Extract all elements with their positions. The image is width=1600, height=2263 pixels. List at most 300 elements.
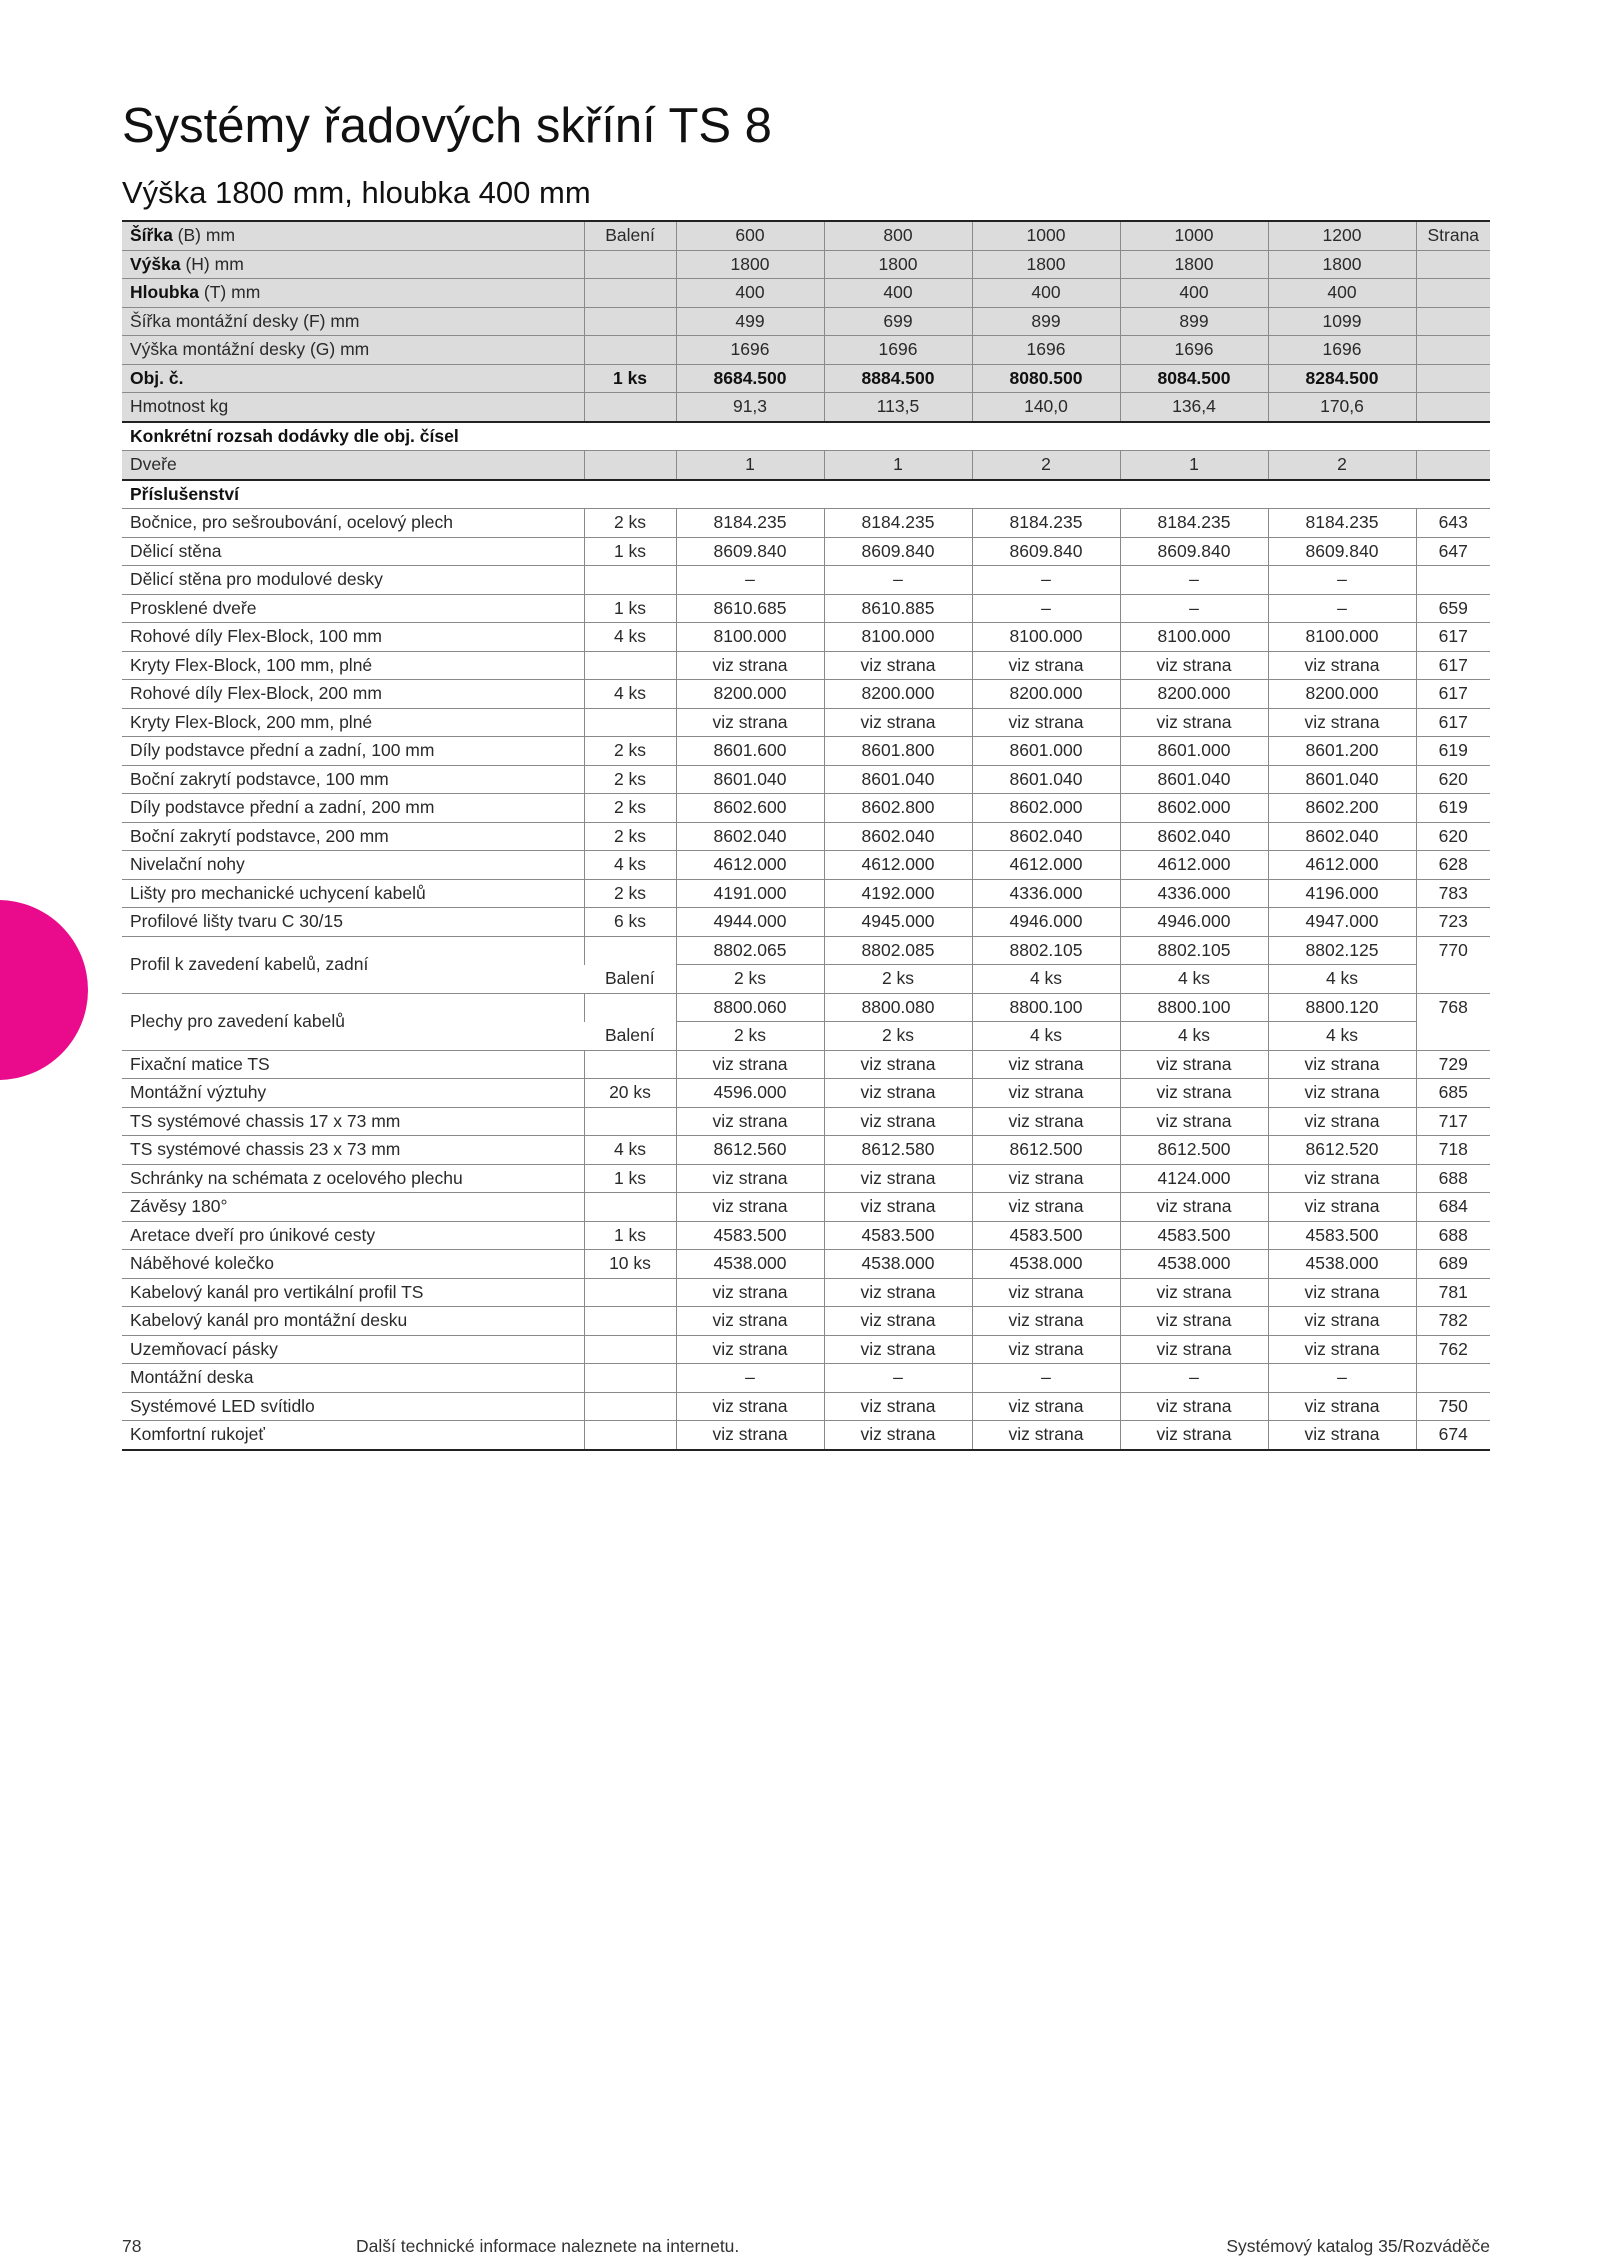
value-cell: 8184.235 [824, 509, 972, 538]
pack-cell [584, 279, 676, 308]
pack-cell: 20 ks [584, 1079, 676, 1108]
page-cell: 619 [1416, 794, 1490, 823]
value-cell: 8612.560 [676, 1136, 824, 1165]
value-cell: 4947.000 [1268, 908, 1416, 937]
page-cell: 688 [1416, 1164, 1490, 1193]
value-cell: 8601.800 [824, 737, 972, 766]
pack-cell: 4 ks [584, 1136, 676, 1165]
row-label: Montážní výztuhy [122, 1079, 584, 1108]
pack-cell [584, 651, 676, 680]
page-cell [1416, 566, 1490, 595]
pack-cell: 2 ks [584, 509, 676, 538]
accessory-row [122, 1364, 1490, 1393]
value-cell: 8609.840 [972, 537, 1120, 566]
value-cell: 4538.000 [824, 1250, 972, 1279]
value-cell: 8602.040 [972, 822, 1120, 851]
value-cell: – [972, 566, 1120, 595]
value-cell: viz strana [676, 1307, 824, 1336]
row-label: Kryty Flex-Block, 200 mm, plné [122, 708, 584, 737]
value-cell: viz strana [1120, 1193, 1268, 1222]
pink-section-marker [0, 900, 88, 1080]
value-cell: viz strana [1120, 1335, 1268, 1364]
row-label: Rohové díly Flex-Block, 100 mm [122, 623, 584, 652]
value-cell: 4336.000 [972, 879, 1120, 908]
page-cell [1416, 1022, 1490, 1051]
accessory-row [122, 1278, 1490, 1307]
value-cell: viz strana [1120, 1079, 1268, 1108]
page-cell: 619 [1416, 737, 1490, 766]
value-cell: 8200.000 [972, 680, 1120, 709]
value-cell: 8601.040 [972, 765, 1120, 794]
spec-label-bold: Výška [130, 253, 181, 274]
spec-row [122, 336, 1490, 365]
value-cell: viz strana [1268, 1050, 1416, 1079]
value-cell: – [1120, 1364, 1268, 1393]
page-cell: 647 [1416, 537, 1490, 566]
accessory-row [122, 651, 1490, 680]
value-cell: 2 ks [676, 1022, 824, 1051]
value-cell: 8100.000 [1120, 623, 1268, 652]
page-cell: 689 [1416, 1250, 1490, 1279]
spec-label-cell [122, 364, 584, 393]
page-cell [1416, 336, 1490, 365]
value-cell: 8609.840 [824, 537, 972, 566]
value-cell: viz strana [972, 1079, 1120, 1108]
value-cell: 800 [824, 221, 972, 250]
accessory-row [122, 1392, 1490, 1421]
row-label: Dělicí stěna [122, 537, 584, 566]
spec-label-cell [122, 221, 584, 250]
value-cell: 8200.000 [1120, 680, 1268, 709]
value-cell: viz strana [1120, 1107, 1268, 1136]
value-cell: 4192.000 [824, 879, 972, 908]
value-cell: 8884.500 [824, 364, 972, 393]
row-label: Plechy pro zavedení kabelů [122, 993, 584, 1050]
value-cell: 8800.060 [676, 993, 824, 1022]
value-cell: 4 ks [972, 1022, 1120, 1051]
value-cell: 1000 [1120, 221, 1268, 250]
page-cell: 782 [1416, 1307, 1490, 1336]
value-cell: viz strana [824, 1050, 972, 1079]
value-cell: 899 [972, 307, 1120, 336]
accessory-row [122, 1421, 1490, 1450]
value-cell: 8601.000 [972, 737, 1120, 766]
accessory-row [122, 1307, 1490, 1336]
value-cell: viz strana [1268, 1335, 1416, 1364]
accessory-row [122, 1221, 1490, 1250]
value-cell: viz strana [1120, 1421, 1268, 1450]
spec-label-cell [122, 279, 584, 308]
row-label: Díly podstavce přední a zadní, 100 mm [122, 737, 584, 766]
value-cell: – [1120, 566, 1268, 595]
pack-cell: 2 ks [584, 737, 676, 766]
accessory-row [122, 737, 1490, 766]
row-label: TS systémové chassis 17 x 73 mm [122, 1107, 584, 1136]
accessory-row [122, 1050, 1490, 1079]
pack-cell: 6 ks [584, 908, 676, 937]
value-cell: 8200.000 [676, 680, 824, 709]
value-cell: 8100.000 [676, 623, 824, 652]
page-cell [1416, 451, 1490, 480]
value-cell: 8184.235 [1120, 509, 1268, 538]
value-cell: 8184.235 [972, 509, 1120, 538]
pack-cell: Balení [584, 965, 676, 994]
value-cell: 1099 [1268, 307, 1416, 336]
value-cell: viz strana [824, 708, 972, 737]
value-cell: 499 [676, 307, 824, 336]
page-cell: 628 [1416, 851, 1490, 880]
page-cell [1416, 279, 1490, 308]
pack-cell: 4 ks [584, 623, 676, 652]
row-label: Rohové díly Flex-Block, 200 mm [122, 680, 584, 709]
value-cell: 8100.000 [1268, 623, 1416, 652]
value-cell: viz strana [824, 1335, 972, 1364]
value-cell: 4191.000 [676, 879, 824, 908]
value-cell: 8610.885 [824, 594, 972, 623]
accessory-row [122, 908, 1490, 937]
value-cell: 8802.125 [1268, 936, 1416, 965]
value-cell: 4336.000 [1120, 879, 1268, 908]
value-cell: 600 [676, 221, 824, 250]
value-cell: 400 [824, 279, 972, 308]
value-cell: 170,6 [1268, 393, 1416, 422]
row-label: Náběhové kolečko [122, 1250, 584, 1279]
value-cell: 8602.800 [824, 794, 972, 823]
page-cell: 643 [1416, 509, 1490, 538]
pack-cell [584, 250, 676, 279]
value-cell: 8200.000 [824, 680, 972, 709]
page-cell: 783 [1416, 879, 1490, 908]
value-cell: – [676, 1364, 824, 1393]
accessory-row [122, 566, 1490, 595]
page-cell [1416, 364, 1490, 393]
value-cell: 8601.040 [824, 765, 972, 794]
pack-cell [584, 451, 676, 480]
accessory-row [122, 851, 1490, 880]
pack-cell [584, 336, 676, 365]
row-label: Prosklené dveře [122, 594, 584, 623]
value-cell: viz strana [972, 1107, 1120, 1136]
pack-cell: 2 ks [584, 765, 676, 794]
accessory-row [122, 1335, 1490, 1364]
value-cell: viz strana [1268, 1193, 1416, 1222]
page-cell: 620 [1416, 765, 1490, 794]
value-cell: 8100.000 [972, 623, 1120, 652]
spec-row [122, 221, 1490, 250]
value-cell: viz strana [676, 708, 824, 737]
value-cell: 4946.000 [972, 908, 1120, 937]
row-label: Profilové lišty tvaru C 30/15 [122, 908, 584, 937]
value-cell: 4538.000 [1120, 1250, 1268, 1279]
row-label: Dělicí stěna pro modulové desky [122, 566, 584, 595]
pack-cell [584, 1107, 676, 1136]
page-cell [1416, 393, 1490, 422]
page-cell [1416, 307, 1490, 336]
value-cell: viz strana [1120, 1278, 1268, 1307]
value-cell: 400 [1120, 279, 1268, 308]
pack-cell [584, 1193, 676, 1222]
pack-cell [584, 936, 676, 965]
accessory-row [122, 936, 1490, 965]
value-cell: 8609.840 [676, 537, 824, 566]
row-label: Fixační matice TS [122, 1050, 584, 1079]
row-label: Závěsy 180° [122, 1193, 584, 1222]
value-cell: 8184.235 [676, 509, 824, 538]
value-cell: viz strana [1268, 1164, 1416, 1193]
accessory-row [122, 1193, 1490, 1222]
value-cell: 4945.000 [824, 908, 972, 937]
value-cell: 8612.580 [824, 1136, 972, 1165]
value-cell: viz strana [824, 1193, 972, 1222]
value-cell: 8084.500 [1120, 364, 1268, 393]
value-cell: 8080.500 [972, 364, 1120, 393]
value-cell: viz strana [824, 1421, 972, 1450]
pack-cell: 10 ks [584, 1250, 676, 1279]
pack-cell: 1 ks [584, 364, 676, 393]
value-cell: viz strana [1120, 708, 1268, 737]
spec-label-cell [122, 393, 584, 422]
value-cell: 1800 [824, 250, 972, 279]
value-cell: 4 ks [1268, 965, 1416, 994]
value-cell: 8200.000 [1268, 680, 1416, 709]
row-label: Komfortní rukojeť [122, 1421, 584, 1450]
spec-label-text: (H) mm [180, 253, 244, 274]
value-cell: 8802.105 [972, 936, 1120, 965]
value-cell: 4612.000 [676, 851, 824, 880]
value-cell: viz strana [972, 1278, 1120, 1307]
spec-label-cell [122, 250, 584, 279]
value-cell: viz strana [824, 1164, 972, 1193]
page-cell: 620 [1416, 822, 1490, 851]
value-cell: 2 ks [676, 965, 824, 994]
pack-cell [584, 993, 676, 1022]
page-cell: 617 [1416, 708, 1490, 737]
spec-label-cell [122, 307, 584, 336]
value-cell: 8612.500 [1120, 1136, 1268, 1165]
value-cell: 8802.065 [676, 936, 824, 965]
value-cell: 8612.520 [1268, 1136, 1416, 1165]
value-cell: viz strana [972, 651, 1120, 680]
value-cell: 4583.500 [824, 1221, 972, 1250]
page-cell: 659 [1416, 594, 1490, 623]
pack-cell: Balení [584, 1022, 676, 1051]
value-cell: 1 [1120, 451, 1268, 480]
row-label: Lišty pro mechanické uchycení kabelů [122, 879, 584, 908]
value-cell: 2 ks [824, 1022, 972, 1051]
value-cell: 699 [824, 307, 972, 336]
pack-cell [584, 1050, 676, 1079]
value-cell: – [676, 566, 824, 595]
value-cell: 1696 [1120, 336, 1268, 365]
value-cell: viz strana [1120, 651, 1268, 680]
value-cell: 4 ks [1120, 1022, 1268, 1051]
row-label: Díly podstavce přední a zadní, 200 mm [122, 794, 584, 823]
section-title: Konkrétní rozsah dodávky dle obj. čísel [122, 422, 1490, 451]
row-label: Systémové LED svítidlo [122, 1392, 584, 1421]
pack-cell: 1 ks [584, 1164, 676, 1193]
row-label: Boční zakrytí podstavce, 100 mm [122, 765, 584, 794]
value-cell: 8601.040 [676, 765, 824, 794]
pack-cell [584, 1421, 676, 1450]
value-cell: 4 ks [1268, 1022, 1416, 1051]
value-cell: viz strana [824, 651, 972, 680]
row-label: Aretace dveří pro únikové cesty [122, 1221, 584, 1250]
value-cell: – [972, 594, 1120, 623]
value-cell: 4583.500 [972, 1221, 1120, 1250]
value-cell: 8602.040 [824, 822, 972, 851]
page-cell: 729 [1416, 1050, 1490, 1079]
row-label: Profil k zavedení kabelů, zadní [122, 936, 584, 993]
value-cell: viz strana [1268, 651, 1416, 680]
value-cell: 8802.105 [1120, 936, 1268, 965]
value-cell: 8602.040 [1268, 822, 1416, 851]
value-cell: 1800 [1120, 250, 1268, 279]
page-cell: 762 [1416, 1335, 1490, 1364]
pack-cell [584, 1307, 676, 1336]
value-cell: 400 [972, 279, 1120, 308]
pack-cell: 1 ks [584, 594, 676, 623]
row-label: Boční zakrytí podstavce, 200 mm [122, 822, 584, 851]
page-cell: 684 [1416, 1193, 1490, 1222]
spec-label-text: (T) mm [199, 282, 261, 303]
row-label: Montážní deska [122, 1364, 584, 1393]
value-cell: 4538.000 [676, 1250, 824, 1279]
spec-label-bold: Šířka [130, 225, 173, 246]
value-cell: 1200 [1268, 221, 1416, 250]
page-cell: 617 [1416, 623, 1490, 652]
value-cell: 4 ks [1120, 965, 1268, 994]
value-cell: 1000 [972, 221, 1120, 250]
accessory-row [122, 879, 1490, 908]
spec-label-text: Výška montážní desky (G) mm [130, 339, 370, 360]
accessory-row [122, 794, 1490, 823]
value-cell: 8800.080 [824, 993, 972, 1022]
value-cell: 8602.200 [1268, 794, 1416, 823]
value-cell: 8602.040 [676, 822, 824, 851]
doors-row [122, 451, 1490, 480]
pack-cell [584, 1392, 676, 1421]
page-cell: 717 [1416, 1107, 1490, 1136]
value-cell: viz strana [1268, 1392, 1416, 1421]
pack-cell [584, 1364, 676, 1393]
spec-label-text: Hmotnost kg [130, 396, 229, 417]
pack-cell [584, 307, 676, 336]
value-cell: 4 ks [972, 965, 1120, 994]
value-cell: viz strana [972, 1421, 1120, 1450]
value-cell: 4612.000 [1120, 851, 1268, 880]
value-cell: 1696 [676, 336, 824, 365]
pack-cell [584, 393, 676, 422]
value-cell: 8602.600 [676, 794, 824, 823]
pack-cell [584, 1335, 676, 1364]
value-cell: 1 [676, 451, 824, 480]
value-cell: 8800.120 [1268, 993, 1416, 1022]
value-cell: 1800 [676, 250, 824, 279]
row-label: Kryty Flex-Block, 100 mm, plné [122, 651, 584, 680]
page-cell [1416, 250, 1490, 279]
spec-label-cell [122, 336, 584, 365]
value-cell: 400 [1268, 279, 1416, 308]
value-cell: 8610.685 [676, 594, 824, 623]
value-cell: 1 [824, 451, 972, 480]
value-cell: viz strana [676, 1193, 824, 1222]
value-cell: 8284.500 [1268, 364, 1416, 393]
value-cell: 4612.000 [972, 851, 1120, 880]
spec-label-bold: Hloubka [130, 282, 200, 303]
value-cell: viz strana [1268, 1107, 1416, 1136]
pack-cell [584, 1278, 676, 1307]
page-cell: 781 [1416, 1278, 1490, 1307]
page-cell: 688 [1416, 1221, 1490, 1250]
pack-cell [584, 708, 676, 737]
value-cell: 113,5 [824, 393, 972, 422]
value-cell: viz strana [1268, 708, 1416, 737]
row-label: Schránky na schémata z ocelového plechu [122, 1164, 584, 1193]
value-cell: viz strana [1268, 1421, 1416, 1450]
value-cell: 4538.000 [1268, 1250, 1416, 1279]
value-cell: 8601.040 [1120, 765, 1268, 794]
accessory-row [122, 594, 1490, 623]
page-subtitle: Výška 1800 mm, hloubka 400 mm [122, 175, 591, 210]
pack-cell: 1 ks [584, 1221, 676, 1250]
value-cell: viz strana [1268, 1307, 1416, 1336]
spec-row [122, 250, 1490, 279]
row-label: Kabelový kanál pro montážní desku [122, 1307, 584, 1336]
page-cell: 770 [1416, 936, 1490, 965]
page-cell: 718 [1416, 1136, 1490, 1165]
value-cell: viz strana [1120, 1392, 1268, 1421]
value-cell: 1696 [824, 336, 972, 365]
footer-note: Další technické informace naleznete na internetu. [356, 2236, 740, 2256]
page-cell: 674 [1416, 1421, 1490, 1450]
page-cell: Strana [1416, 221, 1490, 250]
value-cell: 8100.000 [824, 623, 972, 652]
value-cell: – [824, 1364, 972, 1393]
value-cell: 400 [676, 279, 824, 308]
accessory-row [122, 623, 1490, 652]
value-cell: 4583.500 [1120, 1221, 1268, 1250]
pack-cell: 2 ks [584, 879, 676, 908]
value-cell: 8601.000 [1120, 737, 1268, 766]
value-cell: viz strana [676, 1421, 824, 1450]
page-cell: 617 [1416, 651, 1490, 680]
value-cell: 8602.000 [972, 794, 1120, 823]
value-cell: viz strana [676, 1050, 824, 1079]
value-cell: viz strana [676, 1164, 824, 1193]
value-cell: 8802.085 [824, 936, 972, 965]
value-cell: 8602.040 [1120, 822, 1268, 851]
accessory-row [122, 1250, 1490, 1279]
spec-row [122, 279, 1490, 308]
value-cell: 4124.000 [1120, 1164, 1268, 1193]
value-cell: viz strana [972, 1307, 1120, 1336]
value-cell: 8601.600 [676, 737, 824, 766]
value-cell: – [972, 1364, 1120, 1393]
pack-cell: 2 ks [584, 794, 676, 823]
spec-table [122, 220, 1490, 1451]
value-cell: 4538.000 [972, 1250, 1120, 1279]
accessory-row [122, 1136, 1490, 1165]
value-cell: – [1268, 594, 1416, 623]
page-cell: 617 [1416, 680, 1490, 709]
spec-label-text: (B) mm [172, 225, 236, 246]
page-cell: 750 [1416, 1392, 1490, 1421]
spec-row [122, 393, 1490, 422]
value-cell: 4612.000 [824, 851, 972, 880]
value-cell: 8184.235 [1268, 509, 1416, 538]
value-cell: 4583.500 [1268, 1221, 1416, 1250]
value-cell: 2 [1268, 451, 1416, 480]
